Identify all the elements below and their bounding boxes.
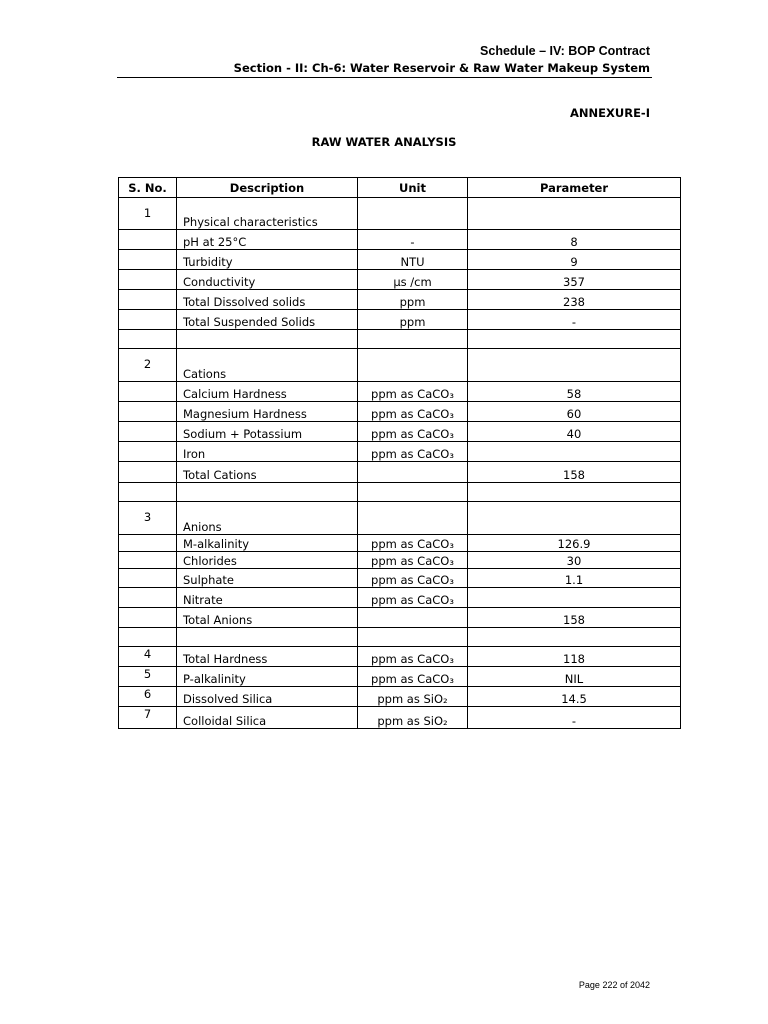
table-row: [119, 552, 681, 569]
cell-parameter: 8: [468, 230, 681, 250]
cell-sno: 1: [119, 198, 177, 230]
header-schedule: Schedule – IV: BOP Contract: [480, 44, 650, 58]
table-row: [119, 608, 681, 628]
table-row: [119, 422, 681, 442]
cell-unit: ppm: [358, 290, 468, 310]
cell-parameter: 158: [468, 608, 681, 628]
cell-sno: [119, 422, 177, 442]
cell-sno: [119, 535, 177, 552]
cell-unit: [358, 483, 468, 502]
cell-description: [177, 483, 358, 502]
header-parameter: Parameter: [468, 178, 681, 198]
cell-description: Total Anions: [177, 608, 358, 628]
cell-sno: 5: [119, 667, 177, 687]
header-description: Description: [177, 178, 358, 198]
cell-description: Calcium Hardness: [177, 382, 358, 402]
cell-description: Total Dissolved solids: [177, 290, 358, 310]
cell-parameter: 126.9: [468, 535, 681, 552]
cell-description: Colloidal Silica: [177, 707, 358, 729]
table-header-row: [119, 178, 681, 198]
cell-unit: ppm as SiO₂: [358, 707, 468, 729]
cell-sno: 6: [119, 687, 177, 707]
raw-water-analysis-table: [118, 177, 681, 729]
cell-unit: [358, 349, 468, 382]
cell-sno: [119, 588, 177, 608]
cell-unit: [358, 608, 468, 628]
cell-unit: ppm as SiO₂: [358, 687, 468, 707]
cell-sno: 4: [119, 647, 177, 667]
table-row: [119, 483, 681, 502]
cell-unit: ppm as CaCO₃: [358, 569, 468, 588]
cell-sno: [119, 310, 177, 330]
page-number: Page 222 of 2042: [578, 980, 650, 990]
cell-parameter: [468, 330, 681, 349]
cell-unit: µs /cm: [358, 270, 468, 290]
cell-parameter: 158: [468, 462, 681, 483]
cell-parameter: NIL: [468, 667, 681, 687]
table-row: [119, 402, 681, 422]
cell-description: Total Hardness: [177, 647, 358, 667]
cell-parameter: 58: [468, 382, 681, 402]
table-row: [119, 290, 681, 310]
header-sno: S. No.: [119, 178, 177, 198]
cell-parameter: 14.5: [468, 687, 681, 707]
cell-unit: [358, 198, 468, 230]
cell-description: Total Cations: [177, 462, 358, 483]
annexure-label: ANNEXURE-I: [570, 106, 650, 120]
cell-description: Iron: [177, 442, 358, 462]
cell-description: Anions: [177, 502, 358, 535]
cell-description: Magnesium Hardness: [177, 402, 358, 422]
table-row: [119, 349, 681, 382]
table-row: [119, 198, 681, 230]
cell-unit: ppm: [358, 310, 468, 330]
table-row: [119, 250, 681, 270]
cell-unit: ppm as CaCO₃: [358, 647, 468, 667]
cell-unit: NTU: [358, 250, 468, 270]
header-rule: [117, 77, 652, 78]
cell-unit: ppm as CaCO₃: [358, 535, 468, 552]
cell-parameter: [468, 349, 681, 382]
table-row: [119, 588, 681, 608]
cell-description: Conductivity: [177, 270, 358, 290]
cell-unit: [358, 330, 468, 349]
cell-unit: ppm as CaCO₃: [358, 442, 468, 462]
cell-unit: ppm as CaCO₃: [358, 382, 468, 402]
cell-sno: [119, 382, 177, 402]
cell-sno: [119, 462, 177, 483]
cell-description: Sodium + Potassium: [177, 422, 358, 442]
cell-parameter: 9: [468, 250, 681, 270]
cell-parameter: 1.1: [468, 569, 681, 588]
cell-sno: [119, 270, 177, 290]
cell-description: [177, 628, 358, 647]
cell-description: Total Suspended Solids: [177, 310, 358, 330]
table-body: [119, 198, 681, 729]
table-row: [119, 310, 681, 330]
cell-sno: 3: [119, 502, 177, 535]
cell-unit: [358, 628, 468, 647]
table-row: [119, 442, 681, 462]
cell-unit: -: [358, 230, 468, 250]
table-row: [119, 270, 681, 290]
cell-description: Physical characteristics: [177, 198, 358, 230]
cell-unit: [358, 502, 468, 535]
cell-description: M-alkalinity: [177, 535, 358, 552]
cell-unit: ppm as CaCO₃: [358, 402, 468, 422]
cell-unit: ppm as CaCO₃: [358, 552, 468, 569]
cell-parameter: 118: [468, 647, 681, 667]
document-title: RAW WATER ANALYSIS: [311, 135, 457, 149]
cell-parameter: [468, 502, 681, 535]
cell-sno: [119, 402, 177, 422]
cell-sno: [119, 552, 177, 569]
header-section: Section - II: Ch-6: Water Reservoir & Raw Water Makeup System: [233, 61, 650, 75]
cell-sno: [119, 330, 177, 349]
cell-unit: [358, 462, 468, 483]
cell-parameter: 60: [468, 402, 681, 422]
table-row: [119, 230, 681, 250]
cell-parameter: [468, 588, 681, 608]
cell-parameter: -: [468, 707, 681, 729]
cell-sno: [119, 483, 177, 502]
cell-parameter: 238: [468, 290, 681, 310]
cell-description: Chlorides: [177, 552, 358, 569]
table-row: [119, 628, 681, 647]
cell-description: Turbidity: [177, 250, 358, 270]
cell-parameter: [468, 483, 681, 502]
cell-parameter: [468, 198, 681, 230]
cell-unit: ppm as CaCO₃: [358, 588, 468, 608]
cell-unit: ppm as CaCO₃: [358, 422, 468, 442]
cell-description: Nitrate: [177, 588, 358, 608]
table-row: [119, 707, 681, 729]
cell-sno: [119, 290, 177, 310]
cell-sno: [119, 569, 177, 588]
cell-parameter: 40: [468, 422, 681, 442]
cell-parameter: [468, 442, 681, 462]
cell-sno: [119, 628, 177, 647]
cell-sno: [119, 442, 177, 462]
cell-sno: 7: [119, 707, 177, 729]
table-row: [119, 667, 681, 687]
table-row: [119, 687, 681, 707]
cell-sno: [119, 230, 177, 250]
table-row: [119, 330, 681, 349]
cell-parameter: 357: [468, 270, 681, 290]
header-unit: Unit: [358, 178, 468, 198]
cell-description: Cations: [177, 349, 358, 382]
cell-description: [177, 330, 358, 349]
cell-unit: ppm as CaCO₃: [358, 667, 468, 687]
cell-sno: [119, 608, 177, 628]
table-row: [119, 647, 681, 667]
cell-parameter: [468, 628, 681, 647]
cell-parameter: 30: [468, 552, 681, 569]
cell-description: P-alkalinity: [177, 667, 358, 687]
cell-description: Sulphate: [177, 569, 358, 588]
table-row: [119, 462, 681, 483]
cell-description: pH at 25°C: [177, 230, 358, 250]
cell-parameter: -: [468, 310, 681, 330]
cell-sno: [119, 250, 177, 270]
cell-description: Dissolved Silica: [177, 687, 358, 707]
cell-sno: 2: [119, 349, 177, 382]
table-row: [119, 569, 681, 588]
table-row: [119, 382, 681, 402]
table-row: [119, 535, 681, 552]
table-row: [119, 502, 681, 535]
